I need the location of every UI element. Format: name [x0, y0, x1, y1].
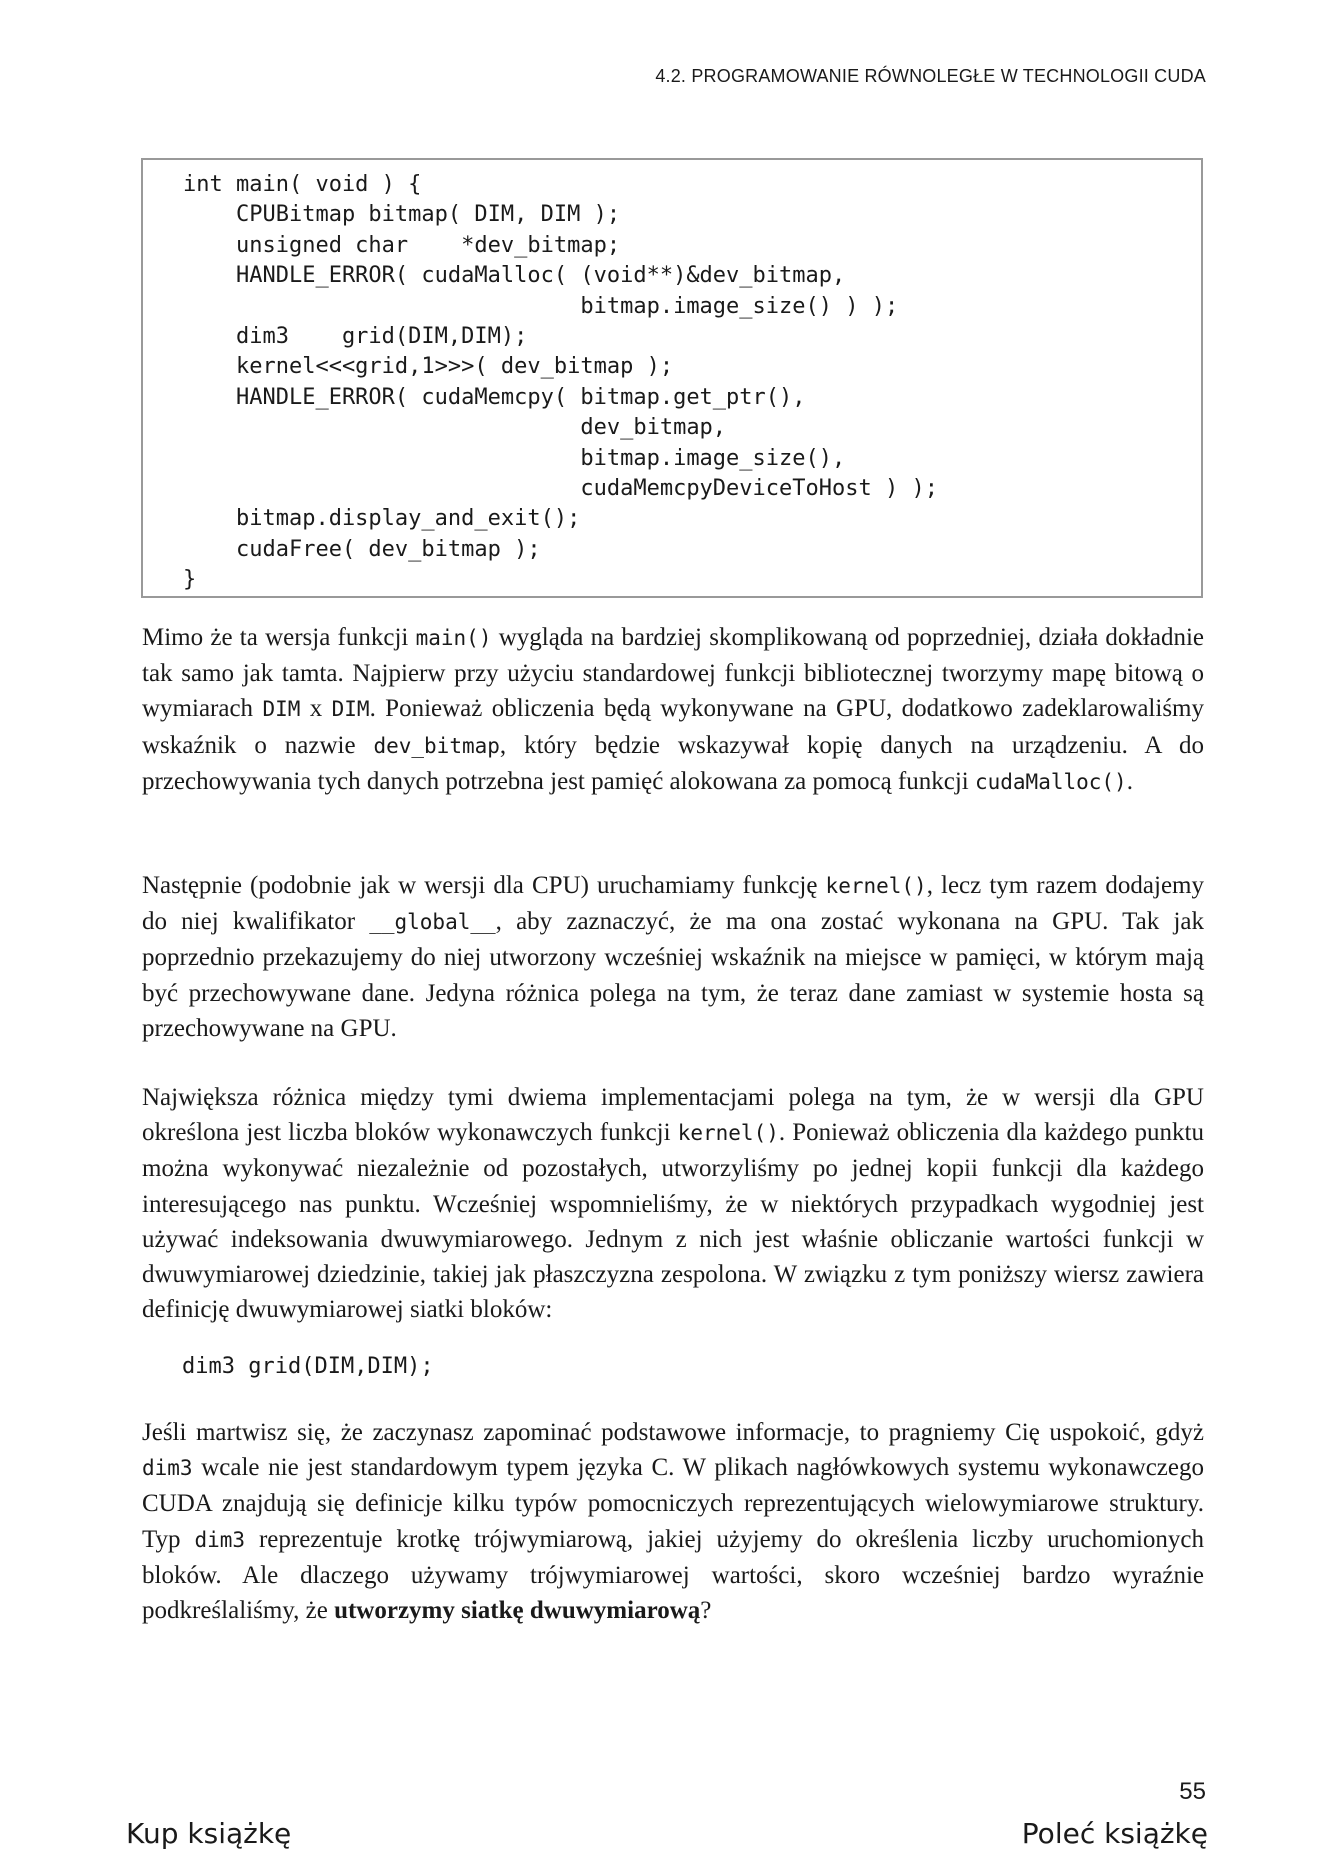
paragraph-3: Największa różnica między tymi dwiema implementacjami polega na tym, że w wersji dla GPU określona jest liczba bloków wykonawczych funkcji kernel(). Ponieważ obliczenia dla każdego punktu można wykonywać niezależnie od pozostałych, utworzyliśmy po jednej kopii funkcji dla każdego interesującego nas punktu. Wcześniej wspomnieliśmy, że w niektórych przypadkach wygodniej jest używać indeksowania dwuwymiarowego. Jednym z nich jest właśnie obliczanie wartości funkcji w dwuwymiarowej dziedzinie, takiej jak płaszczyzna zespolona. W związku z tym poniższy wiersz zawiera definicję dwuwymiarowej siatki bloków: — [142, 1084, 1204, 1324]
paragraph-1: Mimo że ta wersja funkcji main() wygląda na bardziej skomplikowaną od poprzedniej, działa dokładnie tak samo jak tamta. Najpierw przy użyciu standardowej funkcji bibliotecznej tworzymy mapę bitową o wymiarach DIM x DIM. Ponieważ obliczenia będą wykonywane na GPU, dodatkowo zadeklarowaliśmy wskaźnik o nazwie dev_bitmap, który będzie wskazywał kopię danych na urządzeniu. A do przechowywania tych danych potrzebna jest pamięć alokowana za pomocą funkcji cudaMalloc(). — [142, 624, 1205, 795]
recommend-book-link[interactable]: Poleć książkę — [1021, 1817, 1208, 1850]
paragraph-4: Jeśli martwisz się, że zaczynasz zapominać podstawowe informacje, to pragniemy Cię uspokoić, gdyż dim3 wcale nie jest standardowym typem języka C. W plikach nagłówkowych systemu wykonawczego CUDA znajdują się definicje kilku typów pomocniczych reprezentujących wielowymiarowe struktury. Typ dim3 reprezentuje krotkę trójwymiarową, jakiej użyjemy do określenia liczby uruchomionych bloków. Ale dlaczego używamy trójwymiarowej wartości, skoro wcześniej bardzo wyraźnie podkreślaliśmy, że utworzymy siatkę dwuwymiarową? — [142, 1419, 1205, 1625]
page-number: 55 — [1179, 1778, 1206, 1805]
running-header: 4.2. PROGRAMOWANIE RÓWNOLEGŁE W TECHNOLOGII CUDA — [655, 66, 1206, 86]
inline-code: dim3 — [142, 1456, 193, 1481]
inline-code: cudaMalloc() — [974, 769, 1127, 794]
inline-code: __global__ — [369, 910, 496, 935]
code-listing: int main( void ) { CPUBitmap bitmap( DIM, DIM ); unsigned char *dev_bitmap; HANDLE_ERROR( cudaMalloc( (void**)&dev_bitmap, bitmap.image_size() ) ); dim3 grid(DIM,DIM); kernel<<<grid,1>>>( dev_bitmap ); HANDLE_ERROR( cudaMemcpy( bitmap.get_ptr(), dev_bitmap, bitmap.image_size(), cudaMemcpyDeviceToHost ) ); bitmap.display_and_exit(); cudaFree( dev_bitmap ); } — [183, 172, 938, 593]
code-listing-box — [141, 158, 1203, 598]
inline-code: main() — [415, 626, 492, 650]
bold-phrase: utworzymy siatkę dwuwymiarową — [334, 1597, 701, 1625]
inline-code: DIM — [262, 697, 301, 722]
inline-code: dev_bitmap — [373, 733, 500, 758]
inline-code: kernel() — [825, 874, 927, 898]
inline-code: dim3 — [194, 1527, 246, 1552]
buy-book-link[interactable]: Kup książkę — [126, 1817, 292, 1850]
paragraph-2: Następnie (podobnie jak w wersji dla CPU) uruchamiamy funkcję kernel(), lecz tym razem dodajemy do niej kwalifikator __global__, aby zaznaczyć, że ma ona zostać wykonana na GPU. Tak jak poprzednio przekazujemy do niej utworzony wcześniej wskaźnik na miejsce w pamięci, w którym mają być przechowywane dane. Jedyna różnica polega na tym, że teraz dane zamiast w systemie hosta są przechowywane na GPU. — [142, 872, 1205, 1042]
code-snippet: dim3 grid(DIM,DIM); — [182, 1354, 434, 1379]
inline-code: kernel() — [677, 1121, 779, 1146]
inline-code: DIM — [331, 697, 370, 722]
